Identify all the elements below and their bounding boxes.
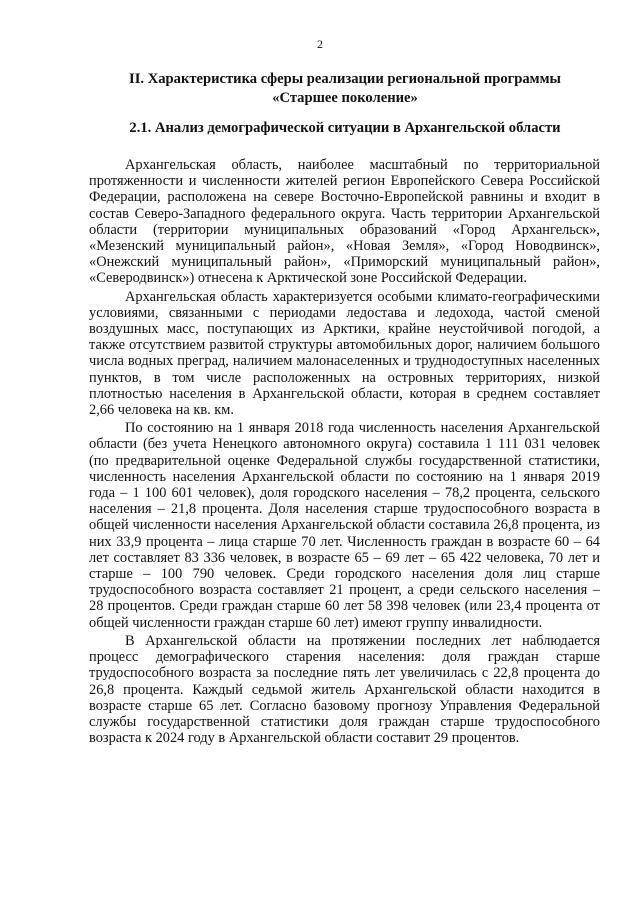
subsection-title: 2.1. Анализ демографической ситуации в Архангельской области [129,120,561,136]
paragraph: Архангельская область характеризуется особыми климато-географическими условиями, связанными с периодами ледостава и ледохода, частой сменой воздушных масс, поступающих из Арктики, крайне неустойчивой погодой, а также отсутствием развитой структуры автомобильных дорог, наличием большого числа водных преград, наличием малонаселенных и труднодоступных населенных пунктов, в том числе расположенных на островных территориях, низкой плотностью населения в Архангельской области, которая в среднем составляет 2,66 человека на кв. км. [89,288,600,419]
paragraph: Архангельская область, наиболее масштабный по территориальной протяженности и численности жителей регион Европейского Севера Российской Федерации, расположена на севере Восточно-Европейской равнины и входит в состав Северо-Западного федерального округа. Часть территории Архангельской области (территории муниципальных образований «Город Архангельск», «Мезенский муниципальный район», «Новая Земля», «Город Новодвинск», «Онежский муниципальный район», «Приморский муниципальный район», «Северодвинск») отнесена к Арктической зоне Российской Федерации. [89,157,600,287]
body-text [89,157,600,748]
paragraph: В Архангельской области на протяжении последних лет наблюдается процесс демографического старения населения: доля граждан старше трудоспособного возраста за последние пять лет увеличилась с 22,8 процента до 26,8 процента. Каждый седьмой житель Архангельской области находится в возрасте старше 65 лет. Согласно базовому прогнозу Управления Федеральной службы государственной статистики доля граждан старше трудоспособного возраста к 2024 году в Архангельской области составит 29 процентов. [89,632,600,747]
paragraph: По состоянию на 1 января 2018 года численность населения Архангельской области (без учета Ненецкого автономного округа) составила 1 111 031 человек (по предварительной оценке Федеральной службы государственной статистики, численность населения Архангельской области по состоянию на 1 января 2019 года – 1 100 601 человек), доля городского населения – 78,2 процента, сельского населения – 21,8 процента. Доля населения старше трудоспособного возраста в общей численности населения Архангельской области составила 26,8 процента, из них 33,9 процента – лица старше 70 лет. Численность граждан в возрасте 60 – 64 лет составляет 83 336 человек, в возрасте 65 – 69 лет – 65 422 человека, 70 лет и старше – 100 790 человек. Среди городского населения доля лиц старше трудоспособного возраста составляет 21 процент, а среди сельского населения – 28 процентов. Среди граждан старше 60 лет 58 398 человек (или 23,4 процента от общей численности граждан старше 60 лет) имеют группу инвалидности. [89,420,600,631]
page-number: 2 [317,37,323,51]
section-title [60,70,630,108]
section-title-line-2: «Старшее поколение» [272,90,418,106]
section-title-line-1: II. Характеристика сферы реализации региональной программы [129,71,561,87]
